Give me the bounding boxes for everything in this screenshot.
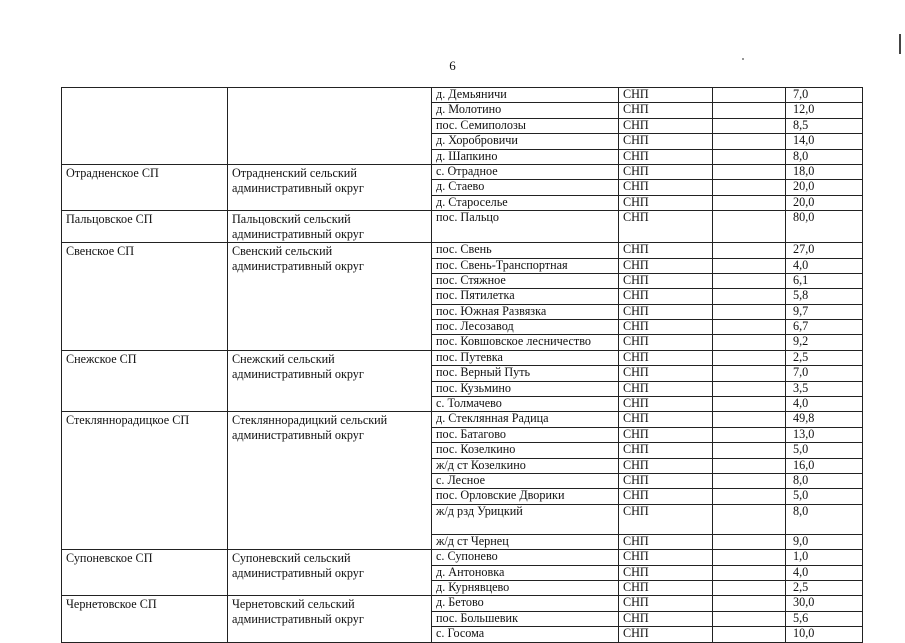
settlement-name-cell: пос. Верный Путь: [432, 366, 619, 381]
okrug-name-cell: Свенский сельский административный округ: [228, 243, 432, 351]
settlement-type-cell: СНП: [619, 611, 713, 626]
empty-cell: [713, 273, 786, 288]
settlement-type-cell: СНП: [619, 489, 713, 504]
empty-cell: [713, 118, 786, 133]
value-cell: 4,0: [786, 565, 863, 580]
settlement-name-cell: д. Шапкино: [432, 149, 619, 164]
value-cell: 1,0: [786, 550, 863, 565]
empty-cell: [713, 473, 786, 488]
value-cell: 6,1: [786, 273, 863, 288]
settlement-type-cell: СНП: [619, 118, 713, 133]
settlement-name-cell: с. Супонево: [432, 550, 619, 565]
empty-cell: [713, 381, 786, 396]
value-cell: 30,0: [786, 596, 863, 611]
value-cell: 16,0: [786, 458, 863, 473]
value-cell: 9,0: [786, 534, 863, 549]
empty-cell: [713, 504, 786, 534]
sp-name-cell: Свенское СП: [62, 243, 228, 351]
settlement-type-cell: СНП: [619, 580, 713, 595]
settlement-name-cell: д. Хоробровичи: [432, 134, 619, 149]
value-cell: 49,8: [786, 412, 863, 427]
settlement-type-cell: СНП: [619, 427, 713, 442]
table-row: [62, 550, 863, 565]
settlement-type-cell: СНП: [619, 195, 713, 210]
empty-cell: [713, 243, 786, 258]
empty-cell: [713, 412, 786, 427]
empty-cell: [713, 580, 786, 595]
empty-cell: [713, 289, 786, 304]
settlement-name-cell: пос. Свень-Транспортная: [432, 258, 619, 273]
empty-cell: [713, 443, 786, 458]
empty-cell: [713, 565, 786, 580]
settlement-name-cell: пос. Свень: [432, 243, 619, 258]
settlement-type-cell: СНП: [619, 289, 713, 304]
settlement-type-cell: СНП: [619, 397, 713, 412]
settlement-name-cell: с. Толмачево: [432, 397, 619, 412]
settlement-name-cell: ж/д ст Чернец: [432, 534, 619, 549]
empty-cell: [713, 366, 786, 381]
empty-cell: [713, 164, 786, 179]
empty-cell: [713, 134, 786, 149]
settlement-type-cell: СНП: [619, 134, 713, 149]
empty-cell: [713, 103, 786, 118]
table-row: [62, 350, 863, 365]
okrug-name-cell: Супоневский сельский административный округ: [228, 550, 432, 596]
settlement-type-cell: СНП: [619, 565, 713, 580]
settlement-name-cell: пос. Семиполозы: [432, 118, 619, 133]
settlement-type-cell: СНП: [619, 211, 713, 243]
settlement-name-cell: пос. Пальцо: [432, 211, 619, 243]
settlement-name-cell: пос. Лесозавод: [432, 320, 619, 335]
empty-cell: [713, 550, 786, 565]
settlement-name-cell: ж/д рзд Урицкий: [432, 504, 619, 534]
value-cell: 7,0: [786, 88, 863, 103]
empty-cell: [713, 304, 786, 319]
value-cell: 5,0: [786, 443, 863, 458]
empty-cell: [713, 611, 786, 626]
settlement-name-cell: пос. Пятилетка: [432, 289, 619, 304]
settlement-name-cell: д. Староселье: [432, 195, 619, 210]
table-row: [62, 412, 863, 427]
value-cell: 3,5: [786, 381, 863, 396]
settlement-type-cell: СНП: [619, 164, 713, 179]
settlement-name-cell: пос. Путевка: [432, 350, 619, 365]
settlement-name-cell: пос. Южная Развязка: [432, 304, 619, 319]
value-cell: 5,0: [786, 489, 863, 504]
settlement-type-cell: СНП: [619, 627, 713, 642]
empty-cell: [713, 489, 786, 504]
empty-cell: [713, 195, 786, 210]
settlements-table: [61, 87, 863, 643]
value-cell: 8,0: [786, 473, 863, 488]
value-cell: 8,0: [786, 149, 863, 164]
value-cell: 14,0: [786, 134, 863, 149]
value-cell: 80,0: [786, 211, 863, 243]
sp-name-cell: Снежское СП: [62, 350, 228, 412]
value-cell: 8,0: [786, 504, 863, 534]
value-cell: 7,0: [786, 366, 863, 381]
value-cell: 9,7: [786, 304, 863, 319]
settlement-type-cell: СНП: [619, 304, 713, 319]
settlement-name-cell: с. Лесное: [432, 473, 619, 488]
settlement-type-cell: СНП: [619, 149, 713, 164]
settlement-name-cell: пос. Стяжное: [432, 273, 619, 288]
value-cell: 5,8: [786, 289, 863, 304]
table-row: [62, 243, 863, 258]
empty-cell: [713, 596, 786, 611]
empty-cell: [713, 149, 786, 164]
sp-name-cell: Отрадненское СП: [62, 164, 228, 210]
empty-cell: [713, 397, 786, 412]
okrug-name-cell: [228, 88, 432, 165]
settlement-name-cell: пос. Козелкино: [432, 443, 619, 458]
empty-cell: [713, 427, 786, 442]
table-row: [62, 164, 863, 179]
okrug-name-cell: Стекляннорадицкий сельский административный округ: [228, 412, 432, 550]
value-cell: 4,0: [786, 397, 863, 412]
settlement-type-cell: СНП: [619, 550, 713, 565]
settlement-type-cell: СНП: [619, 320, 713, 335]
value-cell: 12,0: [786, 103, 863, 118]
okrug-name-cell: Пальцовский сельский административный округ: [228, 211, 432, 243]
settlement-name-cell: д. Курнявцево: [432, 580, 619, 595]
settlement-name-cell: д. Антоновка: [432, 565, 619, 580]
value-cell: 9,2: [786, 335, 863, 350]
settlement-name-cell: д. Стаево: [432, 180, 619, 195]
settlement-type-cell: СНП: [619, 473, 713, 488]
settlement-type-cell: СНП: [619, 88, 713, 103]
settlement-type-cell: СНП: [619, 412, 713, 427]
empty-cell: [713, 258, 786, 273]
value-cell: 20,0: [786, 195, 863, 210]
empty-cell: [713, 458, 786, 473]
empty-cell: [713, 350, 786, 365]
settlement-name-cell: д. Бетово: [432, 596, 619, 611]
settlement-type-cell: СНП: [619, 443, 713, 458]
empty-cell: [713, 211, 786, 243]
sp-name-cell: Супоневское СП: [62, 550, 228, 596]
value-cell: 5,6: [786, 611, 863, 626]
settlement-name-cell: пос. Ковшовское лесничество: [432, 335, 619, 350]
page-number: 6: [449, 58, 456, 73]
settlement-type-cell: СНП: [619, 243, 713, 258]
settlement-name-cell: пос. Кузьмино: [432, 381, 619, 396]
settlement-name-cell: д. Демьяничи: [432, 88, 619, 103]
settlement-type-cell: СНП: [619, 504, 713, 534]
value-cell: 13,0: [786, 427, 863, 442]
scan-speck: [742, 58, 744, 60]
settlement-name-cell: пос. Орловские Дворики: [432, 489, 619, 504]
value-cell: 2,5: [786, 580, 863, 595]
settlement-type-cell: СНП: [619, 103, 713, 118]
settlement-type-cell: СНП: [619, 180, 713, 195]
settlement-name-cell: д. Стеклянная Радица: [432, 412, 619, 427]
okrug-name-cell: Снежский сельский административный округ: [228, 350, 432, 412]
value-cell: 18,0: [786, 164, 863, 179]
settlement-type-cell: СНП: [619, 350, 713, 365]
empty-cell: [713, 180, 786, 195]
sp-name-cell: Стекляннорадицкое СП: [62, 412, 228, 550]
settlement-name-cell: пос. Батагово: [432, 427, 619, 442]
settlement-type-cell: СНП: [619, 596, 713, 611]
value-cell: 4,0: [786, 258, 863, 273]
empty-cell: [713, 335, 786, 350]
sp-name-cell: Пальцовское СП: [62, 211, 228, 243]
empty-cell: [713, 534, 786, 549]
settlement-name-cell: с. Отрадное: [432, 164, 619, 179]
table-row: [62, 211, 863, 243]
sp-name-cell: Чернетовское СП: [62, 596, 228, 642]
settlement-type-cell: СНП: [619, 458, 713, 473]
settlement-name-cell: пос. Большевик: [432, 611, 619, 626]
settlement-type-cell: СНП: [619, 381, 713, 396]
value-cell: 27,0: [786, 243, 863, 258]
settlement-type-cell: СНП: [619, 534, 713, 549]
okrug-name-cell: Чернетовский сельский административный округ: [228, 596, 432, 642]
value-cell: 10,0: [786, 627, 863, 642]
value-cell: 8,5: [786, 118, 863, 133]
table-row: [62, 596, 863, 611]
empty-cell: [713, 88, 786, 103]
settlement-name-cell: д. Молотино: [432, 103, 619, 118]
value-cell: 20,0: [786, 180, 863, 195]
sp-name-cell: [62, 88, 228, 165]
okrug-name-cell: Отрадненский сельский административный округ: [228, 164, 432, 210]
settlement-name-cell: ж/д ст Козелкино: [432, 458, 619, 473]
settlement-type-cell: СНП: [619, 273, 713, 288]
settlement-type-cell: СНП: [619, 335, 713, 350]
settlement-type-cell: СНП: [619, 258, 713, 273]
table-row: [62, 88, 863, 103]
scan-edge-mark: [899, 34, 901, 54]
settlement-name-cell: с. Госома: [432, 627, 619, 642]
value-cell: 2,5: [786, 350, 863, 365]
value-cell: 6,7: [786, 320, 863, 335]
empty-cell: [713, 320, 786, 335]
settlement-type-cell: СНП: [619, 366, 713, 381]
